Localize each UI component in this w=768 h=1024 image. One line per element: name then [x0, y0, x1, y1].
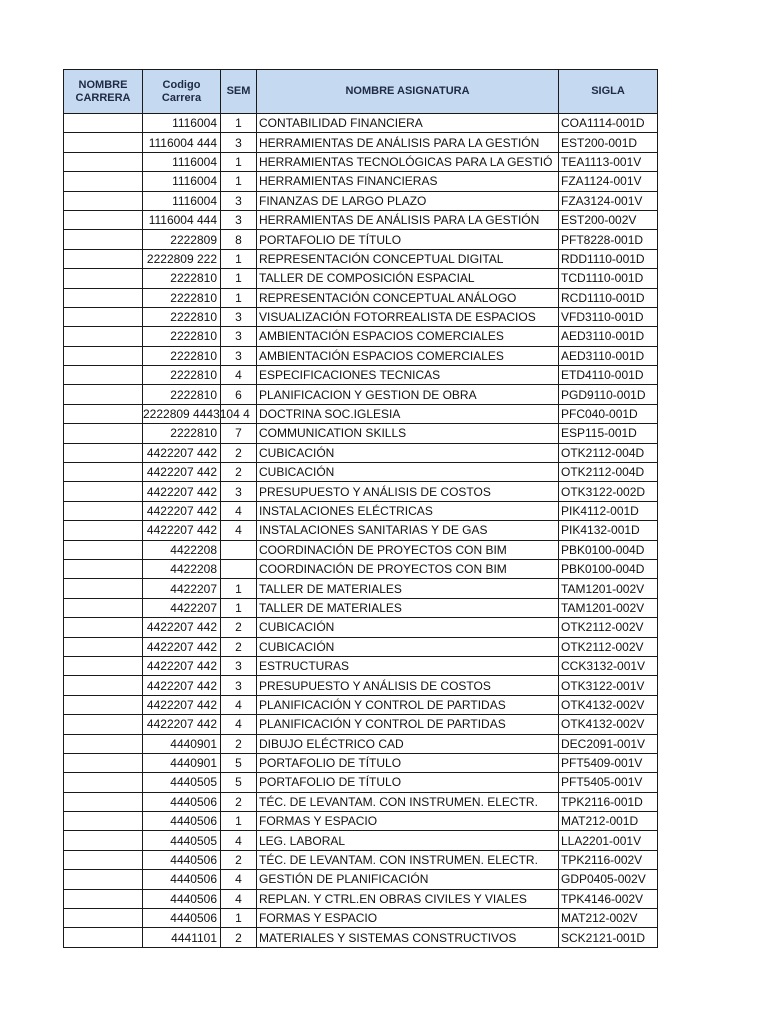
cell-sem: 6: [221, 385, 257, 404]
cell-codigo-carrera: 4422208: [143, 540, 221, 559]
cell-sem: 4: [221, 521, 257, 540]
cell-sigla: PFT8228-001D: [559, 230, 658, 249]
cell-sem: 1: [221, 249, 257, 268]
cell-codigo-carrera: 1116004: [143, 172, 221, 191]
table-row: [64, 249, 658, 268]
cell-codigo-carrera: 4440506: [143, 870, 221, 889]
cell-sigla: CCK3132-001V: [559, 656, 658, 675]
cell-nombre-carrera: [64, 773, 143, 792]
table-row: [64, 385, 658, 404]
courses-table: [63, 69, 658, 948]
cell-nombre-asignatura: LEG. LABORAL: [257, 831, 559, 850]
cell-sigla: OTK3122-002D: [559, 482, 658, 501]
cell-sigla: PIK4112-001D: [559, 501, 658, 520]
cell-sigla: PBK0100-004D: [559, 540, 658, 559]
cell-codigo-carrera: 4440506: [143, 792, 221, 811]
cell-nombre-asignatura: CUBICACIÓN: [257, 463, 559, 482]
cell-sem: 4: [221, 889, 257, 908]
cell-nombre-carrera: [64, 715, 143, 734]
cell-nombre-carrera: [64, 269, 143, 288]
cell-sigla: TEA1113-001V: [559, 152, 658, 171]
cell-nombre-carrera: [64, 152, 143, 171]
cell-nombre-asignatura: TÉC. DE LEVANTAM. CON INSTRUMEN. ELECTR.: [257, 792, 559, 811]
cell-codigo-carrera: 2222810: [143, 288, 221, 307]
table-row: [64, 598, 658, 617]
cell-codigo-carrera: 4422207 442: [143, 637, 221, 656]
cell-sigla: TAM1201-002V: [559, 598, 658, 617]
cell-codigo-carrera: 4422207 442: [143, 463, 221, 482]
cell-sem: 5: [221, 753, 257, 772]
cell-nombre-carrera: [64, 366, 143, 385]
table-row: [64, 152, 658, 171]
cell-codigo-carrera: 4422207 442: [143, 676, 221, 695]
cell-codigo-carrera: 2222810: [143, 327, 221, 346]
cell-codigo-carrera: 1116004: [143, 191, 221, 210]
table-row: [64, 366, 658, 385]
cell-sem: 2: [221, 443, 257, 462]
table-row: [64, 540, 658, 559]
cell-sigla: EST200-002V: [559, 210, 658, 229]
cell-nombre-carrera: [64, 114, 143, 133]
cell-nombre-asignatura: PLANIFICACION Y GESTION DE OBRA: [257, 385, 559, 404]
cell-sigla: OTK2112-002V: [559, 637, 658, 656]
cell-sigla: PFT5409-001V: [559, 753, 658, 772]
table-row: [64, 501, 658, 520]
cell-sigla: TCD1110-001D: [559, 269, 658, 288]
cell-codigo-carrera: 2222809 222: [143, 249, 221, 268]
table-row: [64, 579, 658, 598]
cell-sem: 3: [221, 346, 257, 365]
cell-codigo-carrera: 4440506: [143, 850, 221, 869]
header-codigo-carrera: Codigo Carrera: [143, 70, 221, 114]
cell-codigo-carrera: 4422207 442: [143, 482, 221, 501]
table-row: [64, 230, 658, 249]
cell-sigla: EST200-001D: [559, 133, 658, 152]
cell-nombre-asignatura: ESTRUCTURAS: [257, 656, 559, 675]
cell-nombre-carrera: [64, 695, 143, 714]
cell-nombre-asignatura: FORMAS Y ESPACIO: [257, 812, 559, 831]
cell-sem: 1: [221, 598, 257, 617]
cell-sem: 2: [221, 792, 257, 811]
cell-sem: 1: [221, 812, 257, 831]
cell-nombre-asignatura: GESTIÓN DE PLANIFICACIÓN: [257, 870, 559, 889]
cell-nombre-carrera: [64, 540, 143, 559]
cell-nombre-asignatura: AMBIENTACIÓN ESPACIOS COMERCIALES: [257, 327, 559, 346]
cell-nombre-carrera: [64, 385, 143, 404]
cell-nombre-asignatura: PORTAFOLIO DE TÍTULO: [257, 230, 559, 249]
cell-nombre-carrera: [64, 559, 143, 578]
cell-sigla: PFC040-001D: [559, 404, 658, 423]
cell-nombre-carrera: [64, 792, 143, 811]
cell-nombre-carrera: [64, 191, 143, 210]
table-row: [64, 889, 658, 908]
cell-sigla: OTK3122-001V: [559, 676, 658, 695]
cell-nombre-asignatura: PORTAFOLIO DE TÍTULO: [257, 753, 559, 772]
cell-sigla: LLA2201-001V: [559, 831, 658, 850]
cell-nombre-carrera: [64, 928, 143, 947]
cell-sem: 2: [221, 637, 257, 656]
cell-sem: 4: [221, 715, 257, 734]
header-sem: SEM: [221, 70, 257, 114]
cell-codigo-carrera: 4440505: [143, 831, 221, 850]
cell-codigo-carrera: 4440901: [143, 753, 221, 772]
cell-nombre-carrera: [64, 637, 143, 656]
cell-codigo-carrera: 4440506: [143, 909, 221, 928]
cell-nombre-carrera: [64, 463, 143, 482]
table-row: [64, 424, 658, 443]
table-row: [64, 288, 658, 307]
cell-sem: 1: [221, 579, 257, 598]
cell-sigla: SCK2121-001D: [559, 928, 658, 947]
cell-nombre-asignatura: COORDINACIÓN DE PROYECTOS CON BIM: [257, 559, 559, 578]
cell-sigla: OTK4132-002V: [559, 695, 658, 714]
cell-nombre-carrera: [64, 831, 143, 850]
cell-nombre-carrera: [64, 482, 143, 501]
cell-nombre-asignatura: HERRAMIENTAS DE ANÁLISIS PARA LA GESTIÓN: [257, 133, 559, 152]
table-row: [64, 210, 658, 229]
cell-nombre-asignatura: MATERIALES Y SISTEMAS CONSTRUCTIVOS: [257, 928, 559, 947]
cell-codigo-carrera: 4422207: [143, 579, 221, 598]
cell-nombre-asignatura: CONTABILIDAD FINANCIERA: [257, 114, 559, 133]
cell-sigla: PBK0100-004D: [559, 559, 658, 578]
cell-codigo-carrera: 1116004: [143, 114, 221, 133]
cell-nombre-carrera: [64, 812, 143, 831]
cell-sem: 3: [221, 307, 257, 326]
cell-nombre-carrera: [64, 521, 143, 540]
cell-nombre-asignatura: FINANZAS DE LARGO PLAZO: [257, 191, 559, 210]
table-row: [64, 870, 658, 889]
cell-nombre-carrera: [64, 443, 143, 462]
cell-nombre-carrera: [64, 172, 143, 191]
table-row: [64, 307, 658, 326]
cell-nombre-asignatura: FORMAS Y ESPACIO: [257, 909, 559, 928]
cell-sigla: RCD1110-001D: [559, 288, 658, 307]
cell-sigla: MAT212-001D: [559, 812, 658, 831]
cell-nombre-asignatura: VISUALIZACIÓN FOTORREALISTA DE ESPACIOS: [257, 307, 559, 326]
cell-sigla: OTK4132-002V: [559, 715, 658, 734]
table-row: [64, 191, 658, 210]
cell-sigla: AED3110-001D: [559, 327, 658, 346]
cell-codigo-carrera: 4422207 442: [143, 618, 221, 637]
table-row: [64, 909, 658, 928]
header-row: [64, 70, 658, 114]
table-row: [64, 114, 658, 133]
cell-nombre-asignatura: TÉC. DE LEVANTAM. CON INSTRUMEN. ELECTR.: [257, 850, 559, 869]
cell-sem: 4: [221, 831, 257, 850]
cell-codigo-carrera: 1116004: [143, 152, 221, 171]
cell-sigla: TPK2116-002V: [559, 850, 658, 869]
cell-sigla: FZA1124-001V: [559, 172, 658, 191]
cell-nombre-asignatura: COMMUNICATION SKILLS: [257, 424, 559, 443]
cell-sem: 4: [221, 501, 257, 520]
cell-nombre-asignatura: PLANIFICACIÓN Y CONTROL DE PARTIDAS: [257, 695, 559, 714]
cell-sigla: VFD3110-001D: [559, 307, 658, 326]
cell-codigo-carrera: 4440506: [143, 812, 221, 831]
cell-codigo-carrera: 2222809 4443104 4: [143, 404, 221, 423]
cell-nombre-carrera: [64, 404, 143, 423]
cell-sem: 8: [221, 230, 257, 249]
cell-sem: 1: [221, 172, 257, 191]
cell-sem: [221, 559, 257, 578]
cell-nombre-carrera: [64, 424, 143, 443]
cell-nombre-carrera: [64, 656, 143, 675]
cell-sem: 1: [221, 288, 257, 307]
cell-nombre-asignatura: PRESUPUESTO Y ANÁLISIS DE COSTOS: [257, 676, 559, 695]
cell-nombre-asignatura: INSTALACIONES SANITARIAS Y DE GAS: [257, 521, 559, 540]
cell-sigla: TPK4146-002V: [559, 889, 658, 908]
header-sigla: SIGLA: [559, 70, 658, 114]
cell-nombre-asignatura: HERRAMIENTAS TECNOLÓGICAS PARA LA GESTIÓ: [257, 152, 559, 171]
cell-codigo-carrera: 1116004 444: [143, 210, 221, 229]
cell-nombre-carrera: [64, 346, 143, 365]
cell-nombre-asignatura: HERRAMIENTAS DE ANÁLISIS PARA LA GESTIÓN: [257, 210, 559, 229]
cell-nombre-asignatura: DIBUJO ELÉCTRICO CAD: [257, 734, 559, 753]
cell-sigla: TAM1201-002V: [559, 579, 658, 598]
cell-sigla: PFT5405-001V: [559, 773, 658, 792]
cell-sigla: ETD4110-001D: [559, 366, 658, 385]
cell-nombre-carrera: [64, 676, 143, 695]
cell-nombre-carrera: [64, 210, 143, 229]
cell-sem: [221, 540, 257, 559]
cell-codigo-carrera: 2222810: [143, 307, 221, 326]
table-row: [64, 753, 658, 772]
cell-nombre-carrera: [64, 850, 143, 869]
cell-sem: 2: [221, 850, 257, 869]
header-nombre-carrera: NOMBRE CARRERA: [64, 70, 143, 114]
cell-sem: 3: [221, 482, 257, 501]
cell-codigo-carrera: 4422207 442: [143, 521, 221, 540]
cell-nombre-asignatura: REPRESENTACIÓN CONCEPTUAL ANÁLOGO: [257, 288, 559, 307]
cell-sem: 1: [221, 114, 257, 133]
table-row: [64, 346, 658, 365]
cell-sigla: OTK2112-004D: [559, 443, 658, 462]
table-row: [64, 792, 658, 811]
cell-sem: 1: [221, 909, 257, 928]
cell-codigo-carrera: 4440901: [143, 734, 221, 753]
cell-codigo-carrera: 4422207 442: [143, 715, 221, 734]
cell-nombre-carrera: [64, 230, 143, 249]
cell-codigo-carrera: 4441101: [143, 928, 221, 947]
cell-sigla: GDP0405-002V: [559, 870, 658, 889]
cell-sigla: OTK2112-004D: [559, 463, 658, 482]
cell-nombre-asignatura: ESPECIFICACIONES TECNICAS: [257, 366, 559, 385]
table-row: [64, 812, 658, 831]
cell-codigo-carrera: 4422207 442: [143, 501, 221, 520]
cell-nombre-carrera: [64, 753, 143, 772]
cell-nombre-carrera: [64, 249, 143, 268]
table-row: [64, 133, 658, 152]
cell-nombre-asignatura: PORTAFOLIO DE TÍTULO: [257, 773, 559, 792]
cell-codigo-carrera: 2222810: [143, 424, 221, 443]
cell-codigo-carrera: 4422207 442: [143, 656, 221, 675]
cell-nombre-carrera: [64, 288, 143, 307]
cell-codigo-carrera: 1116004 444: [143, 133, 221, 152]
cell-nombre-carrera: [64, 889, 143, 908]
cell-nombre-carrera: [64, 579, 143, 598]
cell-sem: 3: [221, 656, 257, 675]
cell-sem: 3: [221, 191, 257, 210]
cell-codigo-carrera: 2222809: [143, 230, 221, 249]
cell-nombre-asignatura: PRESUPUESTO Y ANÁLISIS DE COSTOS: [257, 482, 559, 501]
cell-sem: 3: [221, 210, 257, 229]
cell-sem: 2: [221, 734, 257, 753]
cell-nombre-carrera: [64, 598, 143, 617]
cell-sem: 3: [221, 676, 257, 695]
table-row: [64, 734, 658, 753]
table-row: [64, 269, 658, 288]
cell-codigo-carrera: 4422207: [143, 598, 221, 617]
cell-nombre-carrera: [64, 909, 143, 928]
cell-nombre-asignatura: CUBICACIÓN: [257, 618, 559, 637]
cell-nombre-carrera: [64, 734, 143, 753]
cell-nombre-carrera: [64, 618, 143, 637]
table-row: [64, 172, 658, 191]
cell-sem: 4: [221, 695, 257, 714]
cell-sigla: RDD1110-001D: [559, 249, 658, 268]
cell-codigo-carrera: 4440506: [143, 889, 221, 908]
cell-nombre-asignatura: TALLER DE MATERIALES: [257, 598, 559, 617]
table-row: [64, 676, 658, 695]
cell-nombre-carrera: [64, 327, 143, 346]
cell-codigo-carrera: 4440505: [143, 773, 221, 792]
cell-sigla: DEC2091-001V: [559, 734, 658, 753]
cell-sem: 3: [221, 327, 257, 346]
cell-sigla: OTK2112-002V: [559, 618, 658, 637]
cell-nombre-asignatura: REPLAN. Y CTRL.EN OBRAS CIVILES Y VIALES: [257, 889, 559, 908]
table-row: [64, 637, 658, 656]
cell-sem: 2: [221, 463, 257, 482]
table-row: [64, 327, 658, 346]
cell-sigla: PGD9110-001D: [559, 385, 658, 404]
cell-sem: 2: [221, 618, 257, 637]
table-row: [64, 443, 658, 462]
cell-codigo-carrera: 2222810: [143, 366, 221, 385]
table-row: [64, 463, 658, 482]
cell-sigla: FZA3124-001V: [559, 191, 658, 210]
cell-sem: 7: [221, 424, 257, 443]
table-row: [64, 928, 658, 947]
cell-nombre-asignatura: HERRAMIENTAS FINANCIERAS: [257, 172, 559, 191]
table-row: [64, 521, 658, 540]
cell-codigo-carrera: 2222810: [143, 346, 221, 365]
cell-sigla: TPK2116-001D: [559, 792, 658, 811]
cell-sem: 2: [221, 928, 257, 947]
cell-nombre-asignatura: COORDINACIÓN DE PROYECTOS CON BIM: [257, 540, 559, 559]
cell-nombre-asignatura: AMBIENTACIÓN ESPACIOS COMERCIALES: [257, 346, 559, 365]
cell-codigo-carrera: 4422208: [143, 559, 221, 578]
table-row: [64, 404, 658, 423]
table-row: [64, 559, 658, 578]
cell-nombre-carrera: [64, 307, 143, 326]
cell-sem: 1: [221, 152, 257, 171]
cell-codigo-carrera: 4422207 442: [143, 695, 221, 714]
cell-nombre-asignatura: PLANIFICACIÓN Y CONTROL DE PARTIDAS: [257, 715, 559, 734]
table-row: [64, 850, 658, 869]
cell-nombre-asignatura: CUBICACIÓN: [257, 637, 559, 656]
cell-nombre-asignatura: TALLER DE COMPOSICIÓN ESPACIAL: [257, 269, 559, 288]
cell-sigla: ESP115-001D: [559, 424, 658, 443]
cell-sem: 1: [221, 269, 257, 288]
header-nombre-asignatura: NOMBRE ASIGNATURA: [257, 70, 559, 114]
cell-sem: 5: [221, 773, 257, 792]
table-row: [64, 482, 658, 501]
cell-codigo-carrera: 2222810: [143, 269, 221, 288]
cell-nombre-asignatura: INSTALACIONES ELÉCTRICAS: [257, 501, 559, 520]
cell-nombre-asignatura: CUBICACIÓN: [257, 443, 559, 462]
cell-nombre-asignatura: DOCTRINA SOC.IGLESIA: [257, 404, 559, 423]
cell-sigla: PIK4132-001D: [559, 521, 658, 540]
cell-sigla: COA1114-001D: [559, 114, 658, 133]
table-row: [64, 618, 658, 637]
cell-nombre-asignatura: TALLER DE MATERIALES: [257, 579, 559, 598]
table-row: [64, 831, 658, 850]
cell-sem: 4: [221, 366, 257, 385]
cell-nombre-carrera: [64, 501, 143, 520]
cell-sem: 3: [221, 133, 257, 152]
table-body: [64, 114, 658, 948]
cell-codigo-carrera: 4422207 442: [143, 443, 221, 462]
table-row: [64, 715, 658, 734]
cell-sigla: AED3110-001D: [559, 346, 658, 365]
table-row: [64, 773, 658, 792]
cell-nombre-carrera: [64, 870, 143, 889]
cell-nombre-asignatura: REPRESENTACIÓN CONCEPTUAL DIGITAL: [257, 249, 559, 268]
table-row: [64, 695, 658, 714]
cell-sem: 4: [221, 870, 257, 889]
cell-codigo-carrera: 2222810: [143, 385, 221, 404]
cell-nombre-carrera: [64, 133, 143, 152]
table-row: [64, 656, 658, 675]
cell-sigla: MAT212-002V: [559, 909, 658, 928]
